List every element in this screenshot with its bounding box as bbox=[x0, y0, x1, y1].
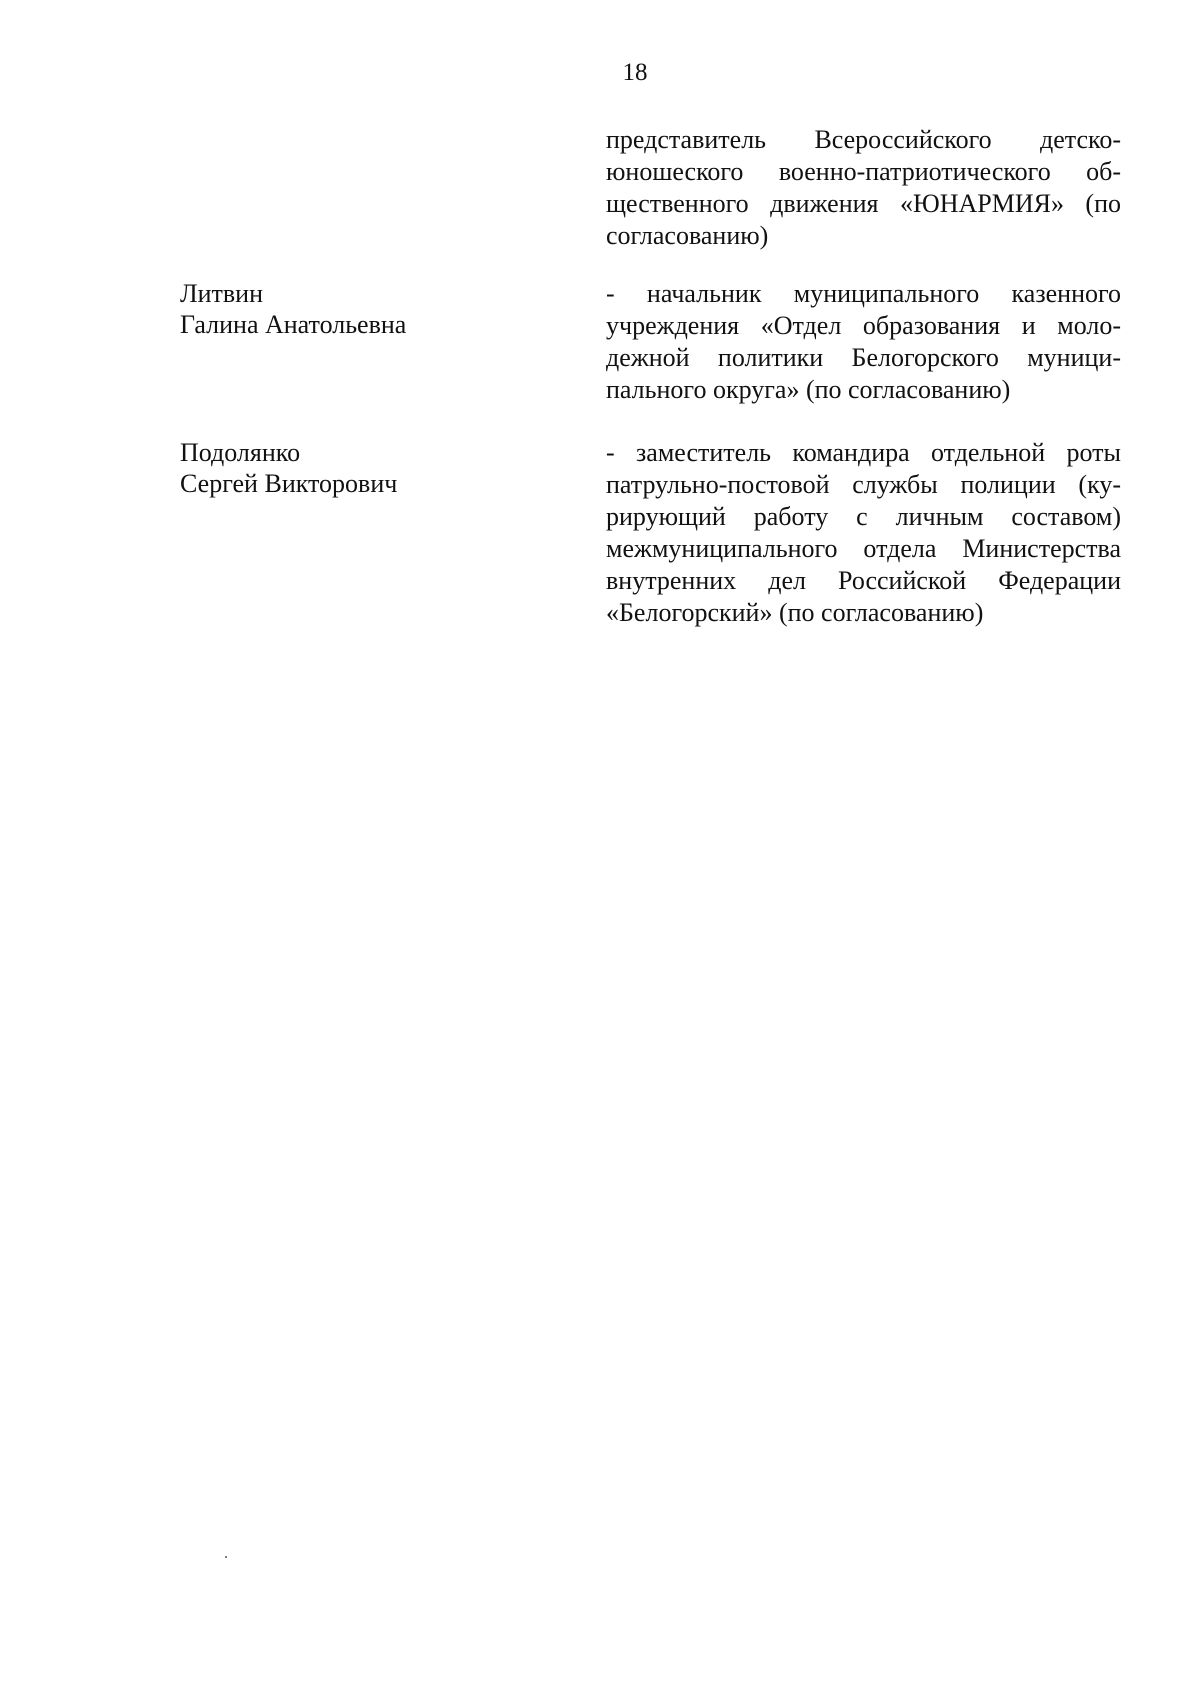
member-given-names: Галина Анатольевна bbox=[180, 310, 407, 339]
position-line: патрульно-постовой службы полиции (ку- bbox=[606, 470, 1121, 499]
member-name bbox=[180, 437, 540, 499]
position-line: дежной политики Белогорского муници- bbox=[606, 343, 1121, 372]
position-line: - начальник муниципального казенного bbox=[606, 279, 1121, 308]
scan-artifact bbox=[225, 1556, 227, 1558]
position-line: учреждения «Отдел образования и моло- bbox=[606, 311, 1121, 340]
position-line: представитель Всероссийского детско- bbox=[606, 125, 1121, 154]
member-surname: Литвин bbox=[180, 279, 264, 308]
member-name bbox=[180, 278, 540, 340]
position-line: рирующий работу с личным составом) bbox=[606, 502, 1121, 531]
position-line: внутренних дел Российской Федерации bbox=[606, 566, 1121, 595]
position-line: согласованию) bbox=[606, 221, 769, 250]
member-position bbox=[606, 437, 1121, 629]
member-surname: Подолянко bbox=[180, 438, 301, 467]
continued-position-text bbox=[606, 124, 1121, 252]
member-given-names: Сергей Викторович bbox=[180, 469, 398, 498]
page-number: 18 bbox=[622, 59, 648, 86]
position-line: пального округа» (по согласованию) bbox=[606, 375, 1011, 404]
position-line: юношеского военно-патриотического об- bbox=[606, 157, 1121, 186]
position-line: «Белогорский» (по согласованию) bbox=[606, 598, 984, 627]
position-line: - заместитель командира отдельной роты bbox=[606, 438, 1121, 467]
position-line: межмуниципального отдела Министерства bbox=[606, 534, 1121, 563]
position-line: щественного движения «ЮНАРМИЯ» (по bbox=[606, 189, 1121, 218]
member-position bbox=[606, 278, 1121, 406]
